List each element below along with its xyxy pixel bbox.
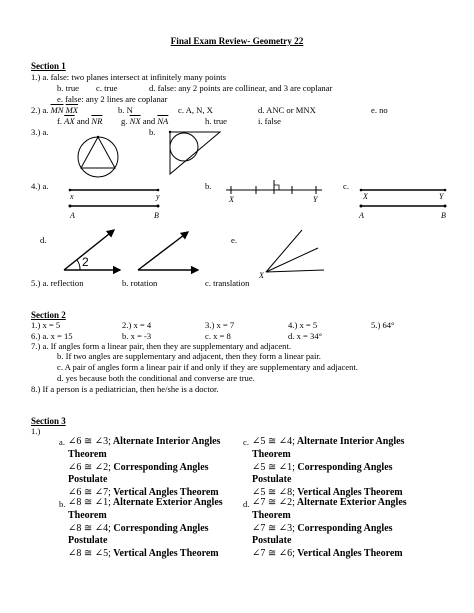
q2-b: b. N	[118, 105, 133, 115]
s3-q1: 1.)	[31, 426, 41, 436]
q4-b-label: b.	[205, 181, 212, 191]
q4-d-label: d.	[40, 235, 47, 245]
s3-d-answers: ∠7 ≅ ∠2; Alternate Exterior Angles Theorem ∠7 ≅ ∠3; Corresponding Angles Postulate ∠7 ≅ ∠6; Vertical Angles Theorem	[252, 497, 407, 560]
s2-row2-4: d. x = 34°	[288, 331, 323, 341]
q8: 8.) If a person is a pediatrician, then he/she is a doctor.	[31, 384, 219, 394]
label-X: X	[259, 271, 264, 280]
q2-f: f. $\overline{AX}$ and $\overline{NR}$	[57, 116, 103, 126]
s3-c-answers: ∠5 ≅ ∠4; Alternate Interior Angles Theorem ∠5 ≅ ∠1; Corresponding Angles Postulate ∠5 ≅ ∠8; Vertical Angles Theorem	[252, 436, 405, 499]
s2-row1-5: 5.) 64°	[371, 320, 395, 330]
inscribed-triangle-figure	[74, 130, 124, 180]
s2-row1-1: 1.) x = 5	[31, 320, 61, 330]
q4-e-label: e.	[231, 235, 237, 245]
q2-d: d. ANC or MNX	[258, 105, 316, 115]
q2-h: h. true	[205, 116, 227, 126]
label-y: y	[156, 192, 160, 201]
segment-copy-figure-c	[359, 186, 455, 222]
label-A: A	[70, 211, 75, 220]
q2-i: i. false	[258, 116, 281, 126]
s2-row1-4: 4.) x = 5	[288, 320, 318, 330]
label-X: X	[363, 192, 368, 201]
q1-c: c. true	[96, 83, 118, 93]
label-Y: Y	[313, 195, 318, 204]
q2-c: c. A, N, X	[178, 105, 213, 115]
s3-c-letter: c.	[243, 437, 249, 447]
q1-a: 1.) a. false: two planes intersect at infinitely many points	[31, 72, 226, 82]
section-2-heading: Section 2	[31, 310, 66, 320]
segment-copy-figure-a	[66, 186, 166, 222]
q3-label: 3.) a.	[31, 127, 49, 137]
q2-e: e. no	[371, 105, 388, 115]
s3-b-letter: b.	[59, 499, 66, 509]
q2-g: g. $\overline{NX}$ and $\overline{NA}$	[121, 116, 169, 126]
section-1-heading: Section 1	[31, 61, 66, 71]
q5-c: c. translation	[205, 278, 250, 288]
q5-b: b. rotation	[122, 278, 158, 288]
q4-c-label: c.	[343, 181, 349, 191]
q2-a: 2.) a. $\overline{MN}$ $\overline{MX}$	[31, 105, 79, 115]
s2-row2-2: b. x = -3	[122, 331, 152, 341]
s2-row1-2: 2.) x = 4	[122, 320, 152, 330]
label-B: B	[441, 211, 446, 220]
s2-row2-3: c. x = 8	[205, 331, 231, 341]
label-X: X	[229, 195, 234, 204]
label-B: B	[154, 211, 159, 220]
q7-a: 7.) a. If angles form a linear pair, then they are supplementary and adjacent.	[31, 341, 291, 351]
perpendicular-bisector-figure	[226, 180, 326, 208]
q7-d: d. yes because both the conditional and converse are true.	[57, 373, 255, 383]
label-Y: Y	[439, 192, 444, 201]
q4-label: 4.) a.	[31, 181, 49, 191]
angle-bisector-figure	[259, 226, 332, 282]
s3-a-letter: a.	[59, 437, 65, 447]
circumscribed-triangle-figure	[166, 130, 226, 180]
s3-b-answers: ∠8 ≅ ∠1; Alternate Exterior Angles Theorem ∠8 ≅ ∠4; Corresponding Angles Postulate ∠8 ≅ ∠5; Vertical Angles Theorem	[68, 497, 223, 560]
s3-d-letter: d.	[243, 499, 250, 509]
s3-a-answers: ∠6 ≅ ∠3; Alternate Interior Angles Theorem ∠6 ≅ ∠2; Corresponding Angles Postulate ∠6 ≅ ∠7; Vertical Angles Theorem	[68, 436, 221, 499]
s2-row1-3: 3.) x = 7	[205, 320, 235, 330]
angle-copy-figure	[60, 226, 210, 276]
label-x: x	[70, 192, 74, 201]
s2-row2-1: 6.) a. x = 15	[31, 331, 73, 341]
q1-b: b. true	[57, 83, 79, 93]
section-3-heading: Section 3	[31, 416, 66, 426]
label-A: A	[359, 211, 364, 220]
q1-d: d. false: any 2 points are collinear, and 3 are coplanar	[149, 83, 333, 93]
angle-2-label: 2	[82, 255, 89, 269]
q7-b: b. If two angles are supplementary and adjacent, then they form a linear pair.	[57, 351, 321, 361]
q3-b-label: b.	[149, 127, 156, 137]
q1-e: e. false: any 2 lines are coplanar	[57, 94, 168, 104]
q7-c: c. A pair of angles form a linear pair if and only if they are supplementary and adjacent.	[57, 362, 358, 372]
page-title: Final Exam Review- Geometry 22	[170, 36, 304, 46]
q5-a: 5.) a. reflection	[31, 278, 84, 288]
